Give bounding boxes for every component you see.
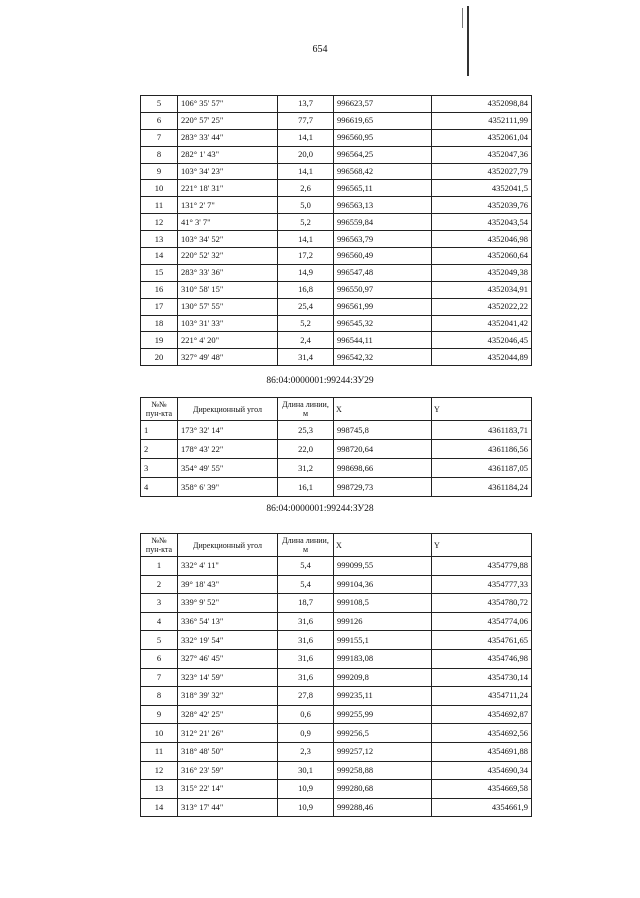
cell-direction-angle: 313° 17' 44" [178, 798, 278, 817]
cell-direction-angle: 354° 49' 55" [178, 459, 278, 478]
header-y: Y [432, 534, 532, 557]
cell-line-length: 5,2 [278, 315, 334, 332]
cell-y: 4354669,58 [432, 780, 532, 799]
cell-direction-angle: 336° 54' 13" [178, 612, 278, 631]
header-x: X [334, 534, 432, 557]
table-row [141, 687, 532, 706]
table-row [141, 96, 532, 113]
cell-x: 996561,99 [334, 298, 432, 315]
cell-y: 4352049,38 [432, 264, 532, 281]
cell-x: 998729,73 [334, 478, 432, 497]
table-row [141, 214, 532, 231]
cell-point-number: 16 [141, 281, 178, 298]
cell-y: 4354691,88 [432, 742, 532, 761]
cell-y: 4354711,24 [432, 687, 532, 706]
cell-x: 996563,79 [334, 231, 432, 248]
cell-x: 999099,55 [334, 557, 432, 576]
cell-direction-angle: 220° 52' 32" [178, 248, 278, 265]
cell-direction-angle: 315° 22' 14" [178, 780, 278, 799]
cell-direction-angle: 327° 49' 48" [178, 349, 278, 366]
table-row [141, 668, 532, 687]
cell-y: 4354777,33 [432, 575, 532, 594]
cell-x: 996623,57 [334, 96, 432, 113]
cell-direction-angle: 312° 21' 26" [178, 724, 278, 743]
cell-line-length: 31,6 [278, 612, 334, 631]
table-row [141, 440, 532, 459]
header-direction-angle: Дирекционный угол [178, 398, 278, 421]
table-row [141, 798, 532, 817]
cell-direction-angle: 310° 58' 15" [178, 281, 278, 298]
cell-point-number: 4 [141, 612, 178, 631]
table-row [141, 742, 532, 761]
cell-direction-angle: 328° 42' 25" [178, 705, 278, 724]
cell-line-length: 14,9 [278, 264, 334, 281]
header-line-length: Длина линии, м [278, 534, 334, 557]
cell-x: 998698,66 [334, 459, 432, 478]
scan-artifact-line [462, 8, 463, 28]
table-body [141, 96, 532, 366]
cell-x: 998745,8 [334, 421, 432, 440]
cell-x: 996563,13 [334, 197, 432, 214]
cell-line-length: 31,4 [278, 349, 334, 366]
cell-point-number: 14 [141, 798, 178, 817]
cell-point-number: 10 [141, 724, 178, 743]
cell-line-length: 31,2 [278, 459, 334, 478]
cell-direction-angle: 316° 23' 59" [178, 761, 278, 780]
cell-point-number: 6 [141, 649, 178, 668]
cell-direction-angle: 178° 43' 22" [178, 440, 278, 459]
cell-x: 999108,5 [334, 594, 432, 613]
cell-line-length: 0,9 [278, 724, 334, 743]
cell-line-length: 31,6 [278, 631, 334, 650]
cell-line-length: 17,2 [278, 248, 334, 265]
cell-x: 999258,88 [334, 761, 432, 780]
cell-point-number: 5 [141, 631, 178, 650]
cell-line-length: 27,8 [278, 687, 334, 706]
cell-y: 4354692,87 [432, 705, 532, 724]
cell-line-length: 25,3 [278, 421, 334, 440]
header-direction-angle: Дирекционный угол [178, 534, 278, 557]
table-row [141, 780, 532, 799]
cell-point-number: 15 [141, 264, 178, 281]
cell-y: 4352039,76 [432, 197, 532, 214]
cell-direction-angle: 283° 33' 36" [178, 264, 278, 281]
table-row [141, 197, 532, 214]
table-row [141, 248, 532, 265]
table-row [141, 298, 532, 315]
table-row [141, 459, 532, 478]
cell-point-number: 3 [141, 594, 178, 613]
cell-direction-angle: 358° 6' 39" [178, 478, 278, 497]
cell-direction-angle: 173° 32' 14" [178, 421, 278, 440]
table-row [141, 594, 532, 613]
cell-direction-angle: 327° 46' 45" [178, 649, 278, 668]
cell-point-number: 11 [141, 197, 178, 214]
cell-point-number: 20 [141, 349, 178, 366]
cell-y: 4354746,98 [432, 649, 532, 668]
cell-y: 4352034,91 [432, 281, 532, 298]
cell-y: 4352047,36 [432, 146, 532, 163]
table-row [141, 724, 532, 743]
cell-point-number: 7 [141, 129, 178, 146]
cell-y: 4354780,72 [432, 594, 532, 613]
cell-point-number: 2 [141, 440, 178, 459]
cell-direction-angle: 220° 57' 25" [178, 112, 278, 129]
cell-x: 999280,68 [334, 780, 432, 799]
cell-x: 996565,11 [334, 180, 432, 197]
cell-point-number: 12 [141, 214, 178, 231]
cell-line-length: 2,6 [278, 180, 334, 197]
cell-y: 4354774,06 [432, 612, 532, 631]
cell-y: 4354730,14 [432, 668, 532, 687]
cell-x: 999126 [334, 612, 432, 631]
cell-point-number: 13 [141, 780, 178, 799]
scan-artifact-line [467, 6, 469, 76]
cell-y: 4354690,34 [432, 761, 532, 780]
cell-point-number: 9 [141, 705, 178, 724]
cell-direction-angle: 103° 34' 52" [178, 231, 278, 248]
table-row [141, 349, 532, 366]
table-row [141, 557, 532, 576]
cell-x: 999209,8 [334, 668, 432, 687]
cell-y: 4352111,99 [432, 112, 532, 129]
cell-direction-angle: 332° 4' 11" [178, 557, 278, 576]
coordinates-table-zu29 [140, 397, 532, 497]
cell-x: 996619,65 [334, 112, 432, 129]
cell-line-length: 16,8 [278, 281, 334, 298]
table-row [141, 421, 532, 440]
header-y: Y [432, 398, 532, 421]
cell-direction-angle: 39° 18' 43" [178, 575, 278, 594]
cell-line-length: 22,0 [278, 440, 334, 459]
table-row [141, 315, 532, 332]
cell-x: 999288,46 [334, 798, 432, 817]
cell-point-number: 8 [141, 687, 178, 706]
cell-line-length: 14,1 [278, 129, 334, 146]
cell-y: 4352046,45 [432, 332, 532, 349]
cell-x: 996560,95 [334, 129, 432, 146]
cell-direction-angle: 221° 4' 20" [178, 332, 278, 349]
table-row [141, 146, 532, 163]
cell-x: 996542,32 [334, 349, 432, 366]
cell-x: 999257,12 [334, 742, 432, 761]
cell-x: 998720,64 [334, 440, 432, 459]
cell-direction-angle: 339° 9' 52" [178, 594, 278, 613]
cell-line-length: 13,7 [278, 96, 334, 113]
cell-line-length: 16,1 [278, 478, 334, 497]
cell-direction-angle: 283° 33' 44" [178, 129, 278, 146]
cell-y: 4354692,56 [432, 724, 532, 743]
cell-y: 4361187,05 [432, 459, 532, 478]
cell-y: 4352027,79 [432, 163, 532, 180]
table-row [141, 761, 532, 780]
cell-line-length: 14,1 [278, 163, 334, 180]
cell-direction-angle: 282° 1' 43" [178, 146, 278, 163]
cell-y: 4352044,89 [432, 349, 532, 366]
cell-direction-angle: 318° 39' 32" [178, 687, 278, 706]
cell-y: 4361184,24 [432, 478, 532, 497]
table-row [141, 575, 532, 594]
cell-line-length: 2,4 [278, 332, 334, 349]
cell-y: 4352022,22 [432, 298, 532, 315]
cell-line-length: 20,0 [278, 146, 334, 163]
cell-point-number: 1 [141, 557, 178, 576]
cell-direction-angle: 323° 14' 59" [178, 668, 278, 687]
header-line-length: Длина линии, м [278, 398, 334, 421]
table-row [141, 163, 532, 180]
cell-x: 996547,48 [334, 264, 432, 281]
header-x: X [334, 398, 432, 421]
cell-point-number: 17 [141, 298, 178, 315]
parcel-caption: 86:04:0000001:99244:ЗУ29 [266, 376, 374, 386]
cell-x: 996560,49 [334, 248, 432, 265]
table-row [141, 332, 532, 349]
cell-point-number: 6 [141, 112, 178, 129]
cell-line-length: 5,4 [278, 557, 334, 576]
cell-y: 4354761,65 [432, 631, 532, 650]
cell-point-number: 12 [141, 761, 178, 780]
table-header-row [141, 398, 532, 421]
cell-x: 996544,11 [334, 332, 432, 349]
cell-y: 4352041,42 [432, 315, 532, 332]
cell-line-length: 10,9 [278, 780, 334, 799]
cell-point-number: 10 [141, 180, 178, 197]
cell-y: 4354779,88 [432, 557, 532, 576]
table-row [141, 281, 532, 298]
cell-x: 996550,97 [334, 281, 432, 298]
cell-x: 999256,5 [334, 724, 432, 743]
header-point-number: №№ пун-кта [141, 398, 178, 421]
coordinates-table-continued [140, 95, 532, 366]
cell-line-length: 14,1 [278, 231, 334, 248]
cell-x: 996568,42 [334, 163, 432, 180]
cell-x: 999235,11 [334, 687, 432, 706]
cell-line-length: 18,7 [278, 594, 334, 613]
table-row [141, 231, 532, 248]
cell-x: 999255,99 [334, 705, 432, 724]
table-row [141, 112, 532, 129]
table-row [141, 612, 532, 631]
cell-direction-angle: 221° 18' 31" [178, 180, 278, 197]
cell-y: 4354661,9 [432, 798, 532, 817]
table-row [141, 129, 532, 146]
cell-y: 4352046,98 [432, 231, 532, 248]
cell-y: 4361183,71 [432, 421, 532, 440]
cell-point-number: 3 [141, 459, 178, 478]
cell-y: 4352041,5 [432, 180, 532, 197]
cell-line-length: 5,2 [278, 214, 334, 231]
cell-line-length: 5,4 [278, 575, 334, 594]
table-row [141, 180, 532, 197]
cell-y: 4352060,64 [432, 248, 532, 265]
table-row [141, 264, 532, 281]
cell-point-number: 2 [141, 575, 178, 594]
table-body [141, 421, 532, 497]
cell-x: 996564,25 [334, 146, 432, 163]
cell-x: 999104,36 [334, 575, 432, 594]
cell-point-number: 4 [141, 478, 178, 497]
cell-line-length: 2,3 [278, 742, 334, 761]
cell-point-number: 9 [141, 163, 178, 180]
table-header-row [141, 534, 532, 557]
cell-x: 999183,08 [334, 649, 432, 668]
cell-line-length: 31,6 [278, 668, 334, 687]
cell-line-length: 5,0 [278, 197, 334, 214]
cell-line-length: 25,4 [278, 298, 334, 315]
cell-y: 4352098,84 [432, 96, 532, 113]
table-row [141, 478, 532, 497]
cell-direction-angle: 131° 2' 7" [178, 197, 278, 214]
cell-point-number: 7 [141, 668, 178, 687]
table-row [141, 705, 532, 724]
cell-point-number: 18 [141, 315, 178, 332]
table-body [141, 557, 532, 817]
cell-y: 4352043,54 [432, 214, 532, 231]
page-number: 654 [312, 44, 328, 55]
cell-direction-angle: 41° 3' 7" [178, 214, 278, 231]
header-point-number: №№ пун-кта [141, 534, 178, 557]
cell-point-number: 8 [141, 146, 178, 163]
cell-point-number: 13 [141, 231, 178, 248]
parcel-caption: 86:04:0000001:99244:ЗУ28 [266, 504, 374, 514]
table-row [141, 649, 532, 668]
cell-point-number: 19 [141, 332, 178, 349]
cell-direction-angle: 318° 48' 50" [178, 742, 278, 761]
cell-line-length: 31,6 [278, 649, 334, 668]
table-row [141, 631, 532, 650]
cell-direction-angle: 103° 34' 23" [178, 163, 278, 180]
cell-direction-angle: 130° 57' 55" [178, 298, 278, 315]
cell-x: 996545,32 [334, 315, 432, 332]
cell-point-number: 5 [141, 96, 178, 113]
cell-line-length: 10,9 [278, 798, 334, 817]
cell-x: 996559,84 [334, 214, 432, 231]
coordinates-table-zu28 [140, 533, 532, 817]
cell-point-number: 11 [141, 742, 178, 761]
cell-direction-angle: 103° 31' 33" [178, 315, 278, 332]
cell-point-number: 1 [141, 421, 178, 440]
cell-line-length: 0,6 [278, 705, 334, 724]
cell-y: 4352061,04 [432, 129, 532, 146]
cell-line-length: 77,7 [278, 112, 334, 129]
cell-y: 4361186,56 [432, 440, 532, 459]
cell-line-length: 30,1 [278, 761, 334, 780]
cell-direction-angle: 106° 35' 57" [178, 96, 278, 113]
cell-x: 999155,1 [334, 631, 432, 650]
cell-direction-angle: 332° 19' 54" [178, 631, 278, 650]
cell-point-number: 14 [141, 248, 178, 265]
